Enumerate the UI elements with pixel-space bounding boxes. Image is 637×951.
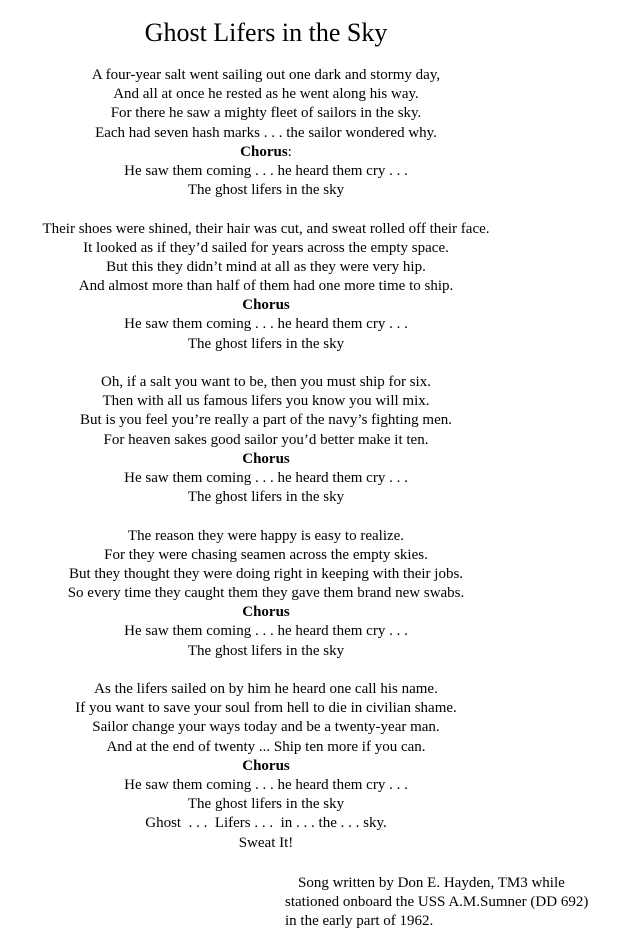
verse-1 [0,66,532,200]
verse-line: But they thought they were doing right in keeping with their jobs. [68,565,464,582]
chorus-label: Chorus [242,297,290,314]
credit-line: Song written by Don E. Hayden, TM3 while [298,875,565,891]
verse-line: For they were chasing seamen across the empty skies. [104,546,428,563]
credit-line: stationed onboard the USS A.M.Sumner (DD 692) [285,894,589,911]
verse-line: It looked as if they’d sailed for years across the empty space. [83,239,449,256]
chorus-line: He saw them coming . . . he heard them cry . . . [124,776,408,793]
chorus-label-colon: : [287,143,292,160]
verse-line: For there he saw a mighty fleet of sailors in the sky. [110,105,422,122]
chorus-line: The ghost lifers in the sky [187,335,345,352]
chorus-line: He saw them coming . . . he heard them cry . . . [124,316,408,333]
chorus-line: He saw them coming . . . he heard them cry . . . [124,623,408,640]
verse-line: Their shoes were shined, their hair was cut, and sweat rolled off their face. [42,220,490,237]
chorus-line: The ghost lifers in the sky [187,796,345,813]
verse-line: Oh, if a salt you want to be, then you must ship for six. [101,374,431,390]
song-lyrics [0,66,532,853]
stanza-gap [0,661,532,680]
author-credit [285,874,625,932]
verse-line: The reason they were happy is easy to realize. [127,527,405,544]
chorus-label: Chorus [242,604,290,621]
ending-line: Ghost . . . Lifers . . . in . . . the . . . sky. [145,815,387,832]
verse-line: Sailor change your ways today and be a twenty-year man. [92,719,440,736]
stanza-gap [0,354,532,373]
verse-3 [0,373,532,507]
verse-line: But this they didn’t mind at all as they were very hip. [106,258,426,275]
verse-4 [0,527,532,661]
chorus-label: Chorus [242,450,290,467]
chorus-line: He saw them coming . . . he heard them cry . . . [124,469,408,486]
verse-line: Each had seven hash marks . . . the sailor wondered why. [95,124,437,141]
chorus-line: The ghost lifers in the sky [187,642,345,659]
chorus-line: He saw them coming . . . he heard them cry . . . [124,162,408,179]
verse-line: So every time they caught them they gave them brand new swabs. [67,585,465,602]
chorus-label: Chorus [240,143,288,160]
stanza-gap [0,507,532,526]
verse-line: Then with all us famous lifers you know you will mix. [102,393,430,410]
verse-5 [0,680,532,853]
verse-line: As the lifers sailed on by him he heard one call his name. [94,681,438,697]
sweat-it-line: Sweat It! [238,834,294,851]
chorus-line: The ghost lifers in the sky [187,489,345,506]
stanza-gap [0,200,532,219]
verse-line: And all at once he rested as he went along his way. [113,86,419,103]
chorus-line: The ghost lifers in the sky [187,182,345,199]
verse-line: And almost more than half of them had one more time to ship. [78,278,454,295]
chorus-label: Chorus [242,757,290,774]
verse-line: If you want to save your soul from hell to die in civilian shame. [75,700,457,717]
verse-line: But is you feel you’re really a part of the navy’s fighting men. [80,412,452,429]
verse-line: A four-year salt went sailing out one dark and stormy day, [91,67,441,83]
verse-2 [0,220,532,354]
chorus-heading [0,143,532,162]
verse-line: And at the end of twenty ... Ship ten more if you can. [106,738,426,755]
verse-line: For heaven sakes good sailor you’d better make it ten. [103,431,429,448]
credit-line: in the early part of 1962. [285,913,434,930]
song-title: Ghost Lifers in the Sky [144,18,388,47]
